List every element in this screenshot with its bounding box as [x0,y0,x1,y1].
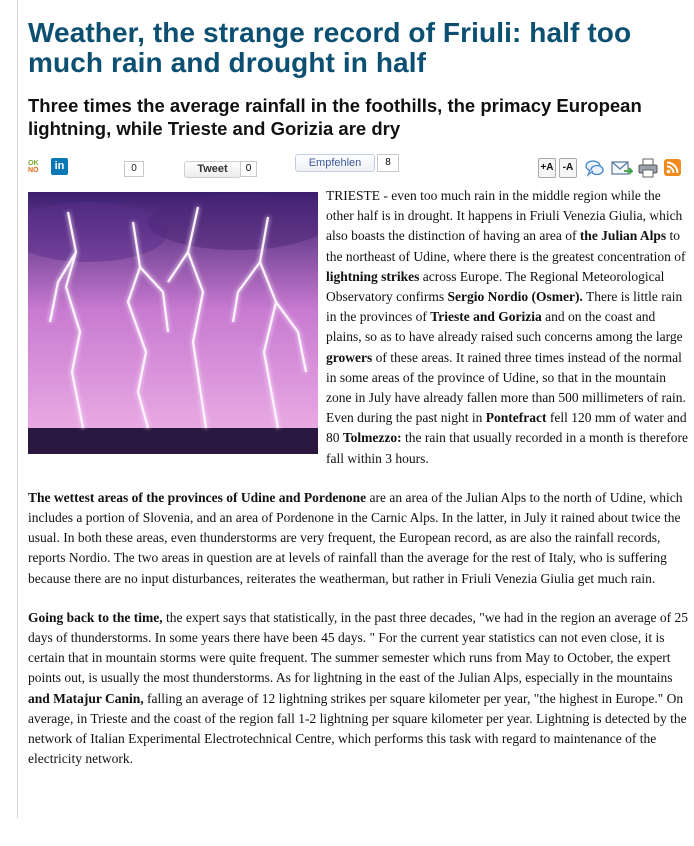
bold-run: Pontefract [485,410,547,426]
article-container [28,18,688,788]
bold-run: Trieste and Gorizia [430,309,542,325]
okno-vote-icon[interactable] [28,160,39,174]
comment-icon[interactable] [585,158,605,178]
text-run: fell 120 mm of water and 80 [326,410,687,446]
bold-run: The wettest areas of the provinces of Udine and Pordenone [28,489,367,505]
text-run: and on the coast and plains, so as to have already raised such concerns among the large [326,309,683,345]
text-run: There is little rain in the provinces of [326,289,683,325]
text-run: of these areas. It rained three times instead of the normal in some areas of the province of Udine, so that in the mountain zone in July have already fallen more than 500 millimeters of rain. Even during the past night in [326,349,686,426]
tweet-button[interactable]: Tweet [184,161,241,178]
article-subtitle: Three times the average rainfall in the foothills, the primacy European lightning, while Trieste and Gorizia are dry [28,95,642,139]
tweet-count: 0 [240,161,257,177]
rss-icon[interactable] [664,159,681,176]
article-paragraph-2 [28,488,688,589]
article-body [28,186,688,769]
bold-run: and Matajur Canin, [28,690,144,706]
email-icon[interactable] [611,158,633,178]
bold-run: Sergio Nordio (Osmer). [447,289,583,305]
article-title: Weather, the strange record of Friuli: half too much rain and drought in half [28,17,632,78]
okno-no-label: NO [28,167,39,174]
recommend-button[interactable]: Empfehlen [295,154,375,172]
font-increase-button[interactable]: +A [538,158,556,178]
article-paragraph-3 [28,608,688,770]
text-run: falling an average of 12 lightning strikes per square kilometer per year, "the highest in Europe." On average, in Trieste and the coast of the region fall 1-2 lightning per square kilometer per year. Lightning is detected by the network of Italian Experimental Electrotechnical Centre, which performs this task with regard to maintenance of the electricity network. [28,690,687,767]
text-run: TRIESTE - even too much rain in the middle region while the other half is in drought. It happens in Friuli Venezia Giulia, which also boasts the distinction of having an area of [326,188,683,244]
recommend-count: 8 [377,154,399,172]
bold-run: lightning strikes [326,268,420,284]
text-run: the rain that usually recorded in a month is therefore fall within 3 hours. [326,430,689,466]
linkedin-count: 0 [124,161,144,177]
share-toolbar [28,154,688,184]
bold-run: Going back to the time, [28,609,163,625]
left-divider [17,0,18,818]
font-decrease-button[interactable]: -A [559,158,577,178]
bold-run: growers [326,349,373,365]
text-run: are an area of the Julian Alps to the north of Udine, which includes a portion of Slovenia, and an area of Pordenone in the Carnic Alps. In the latter, in July it rained about twice the usual. In both these areas, even thunderstorms are very frequent, the European record, as are also the rainfall records, reports Nordio. The two areas in question are at levels of rainfall than the average for the rest of Italy, who is suffering because there are no input disturbances, reiterates the weatherman, but rather in Friuli Venezia Giulia get much rain. [28,489,683,586]
linkedin-share-button[interactable]: in [51,158,68,175]
text-run: to the northeast of Udine, where there is the greatest concentration of [326,228,686,264]
text-run: the expert says that statistically, in the past three decades, "we had in the region an average of 25 days of thunderstorms. In some years there have been 45 days. " For the current year statistics can not even close, it is certain that in mountain storms were quite frequent. The summer semester which runs from May to October, the expert points out, is usually the most thunderstorms. As for lightning in the east of the Julian Alps, especially in the mountains [28,609,688,686]
okno-ok-label: OK [28,160,39,167]
bold-run: the Julian Alps [579,228,667,244]
text-run: across Europe. The Regional Meteorological Observatory confirms [326,268,665,305]
lightning-photo [28,192,318,454]
print-icon[interactable] [638,158,658,178]
bold-run: Tolmezzo: [342,430,402,446]
